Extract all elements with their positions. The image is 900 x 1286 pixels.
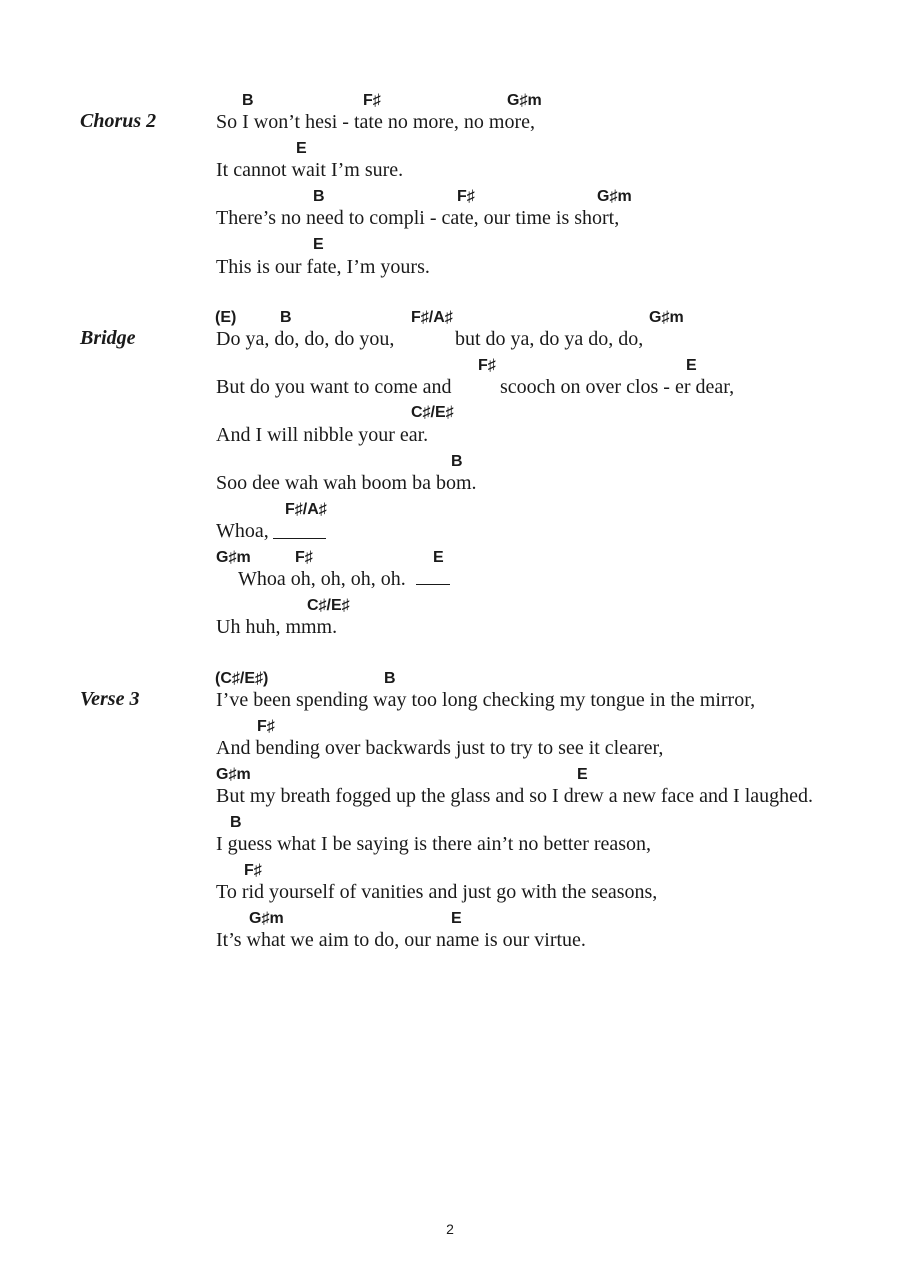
chord: B [230,814,242,831]
chord: B [280,309,292,326]
chord: (C♯/E♯) [215,670,269,687]
lyric-text: This is our fate, I’m yours. [216,256,430,278]
chord: F♯/A♯ [411,309,453,326]
chord: C♯/E♯ [411,404,454,421]
lyric-text: There’s no need to compli - cate, our time is short, [216,207,620,229]
chord: E [451,910,462,927]
chord: F♯ [244,862,262,879]
chord: G♯m [216,766,251,783]
chord: E [313,236,324,253]
melisma-line [273,538,326,539]
lyric-text: Do ya, do, do, do you, [216,328,395,350]
lyric-text: And I will nibble your ear. [216,424,429,446]
chord: E [577,766,588,783]
lyric-text: Whoa, [216,520,269,542]
lyric-text: I guess what I be saying is there ain’t no better reason, [216,833,652,855]
lyric-text: scooch on over clos - er dear, [500,376,735,398]
chord: G♯m [597,188,632,205]
lyric-text: but do ya, do ya do, do, [455,328,644,350]
chord: F♯/A♯ [285,501,327,518]
lyric-text: And bending over backwards just to try to see it clearer, [216,737,664,759]
lyric-text: It’s what we aim to do, our name is our virtue. [216,929,586,951]
chord: E [686,357,697,374]
lyric-text: I’ve been spending way too long checking my tongue in the mirror, [216,689,756,711]
lyric-text: So I won’t hesi - tate no more, no more, [216,111,536,133]
melisma-line [416,584,450,585]
chord: B [313,188,325,205]
lyric-text: But do you want to come and [216,376,452,398]
lyric-text: Whoa oh, oh, oh, oh. [238,568,406,590]
chord: G♯m [507,92,542,109]
chord: B [384,670,396,687]
lyric-text: Uh huh, mmm. [216,616,338,638]
chord: (E) [215,309,237,326]
page-number: 2 [446,1221,454,1237]
lyric-text: Soo dee wah wah boom ba bom. [216,472,477,494]
chord: F♯ [457,188,475,205]
chord: G♯m [249,910,284,927]
chord: E [433,549,444,566]
chord: F♯ [478,357,496,374]
chord: B [451,453,463,470]
section-label-bridge: Bridge [80,327,136,349]
chord: C♯/E♯ [307,597,350,614]
chord: F♯ [363,92,381,109]
chord: G♯m [649,309,684,326]
chord: E [296,140,307,157]
section-label-verse-3: Verse 3 [80,688,140,710]
chord: G♯m [216,549,251,566]
chord: F♯ [295,549,313,566]
section-label-chorus-2: Chorus 2 [80,110,157,132]
chord: B [242,92,254,109]
lyric-text: To rid yourself of vanities and just go with the seasons, [216,881,658,903]
chord: F♯ [257,718,275,735]
lyric-text: It cannot wait I’m sure. [216,159,404,181]
lyric-text: But my breath fogged up the glass and so I drew a new face and I laughed. [216,785,814,807]
